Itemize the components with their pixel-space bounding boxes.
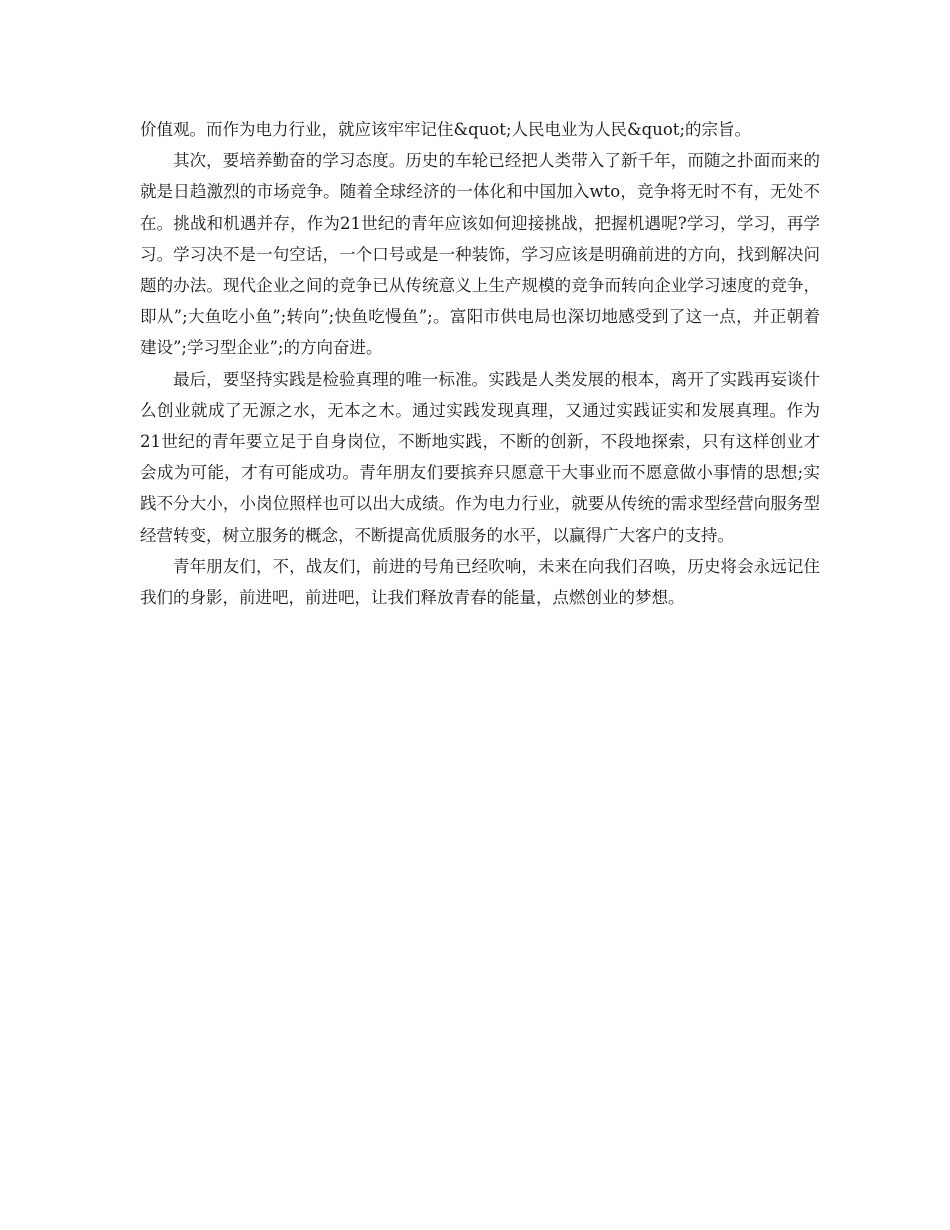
paragraph-learning-attitude: 其次，要培养勤奋的学习态度。历史的车轮已经把人类带入了新千年，而随之扑面而来的就是日趋激烈的市场竞争。随着全球经济的一体化和中国加入wto，竞争将无时不有，无处不在。挑战和机遇并存，作为21世纪的青年应该如何迎接挑战，把握机遇呢?学习，学习，再学习。学习决不是一句空话，一个口号或是一种装饰，学习应该是明确前进的方向，找到解决问题的办法。现代企业之间的竞争已从传统意义上生产规模的竞争而转向企业学习速度的竞争，即从”;大鱼吃小鱼”;转向”;快鱼吃慢鱼”;。富阳市供电局也深切地感受到了这一点，并正朝着建设”;学习型企业”;的方向奋进。 (140, 151, 820, 358)
paragraph-practice: 最后，要坚持实践是检验真理的唯一标准。实践是人类发展的根本，离开了实践再妄谈什么创业就成了无源之水，无本之木。通过实践发现真理，又通过实践证实和发展真理。作为21世纪的青年要立足于自身岗位，不断地实践，不断的创新，不段地探索，只有这样创业才会成为可能，才有可能成功。青年朋友们要摈弃只愿意干大事业而不愿意做小事情的思想;实践不分大小，小岗位照样也可以出大成绩。作为电力行业，就要从传统的需求型经营向服务型经营转变，树立服务的概念，不断提高优质服务的水平，以赢得广大客户的支持。 (140, 369, 820, 545)
paragraph-continuation: 价值观。而作为电力行业，就应该牢牢记住&quot;人民电业为人民&quot;的宗旨。 (140, 120, 751, 139)
paragraph-closing: 青年朋友们，不，战友们，前进的号角已经吹响，未来在向我们召唤，历史将会永远记住我们的身影，前进吧，前进吧，让我们释放青春的能量，点燃创业的梦想。 (140, 556, 820, 608)
document-body (140, 114, 820, 613)
